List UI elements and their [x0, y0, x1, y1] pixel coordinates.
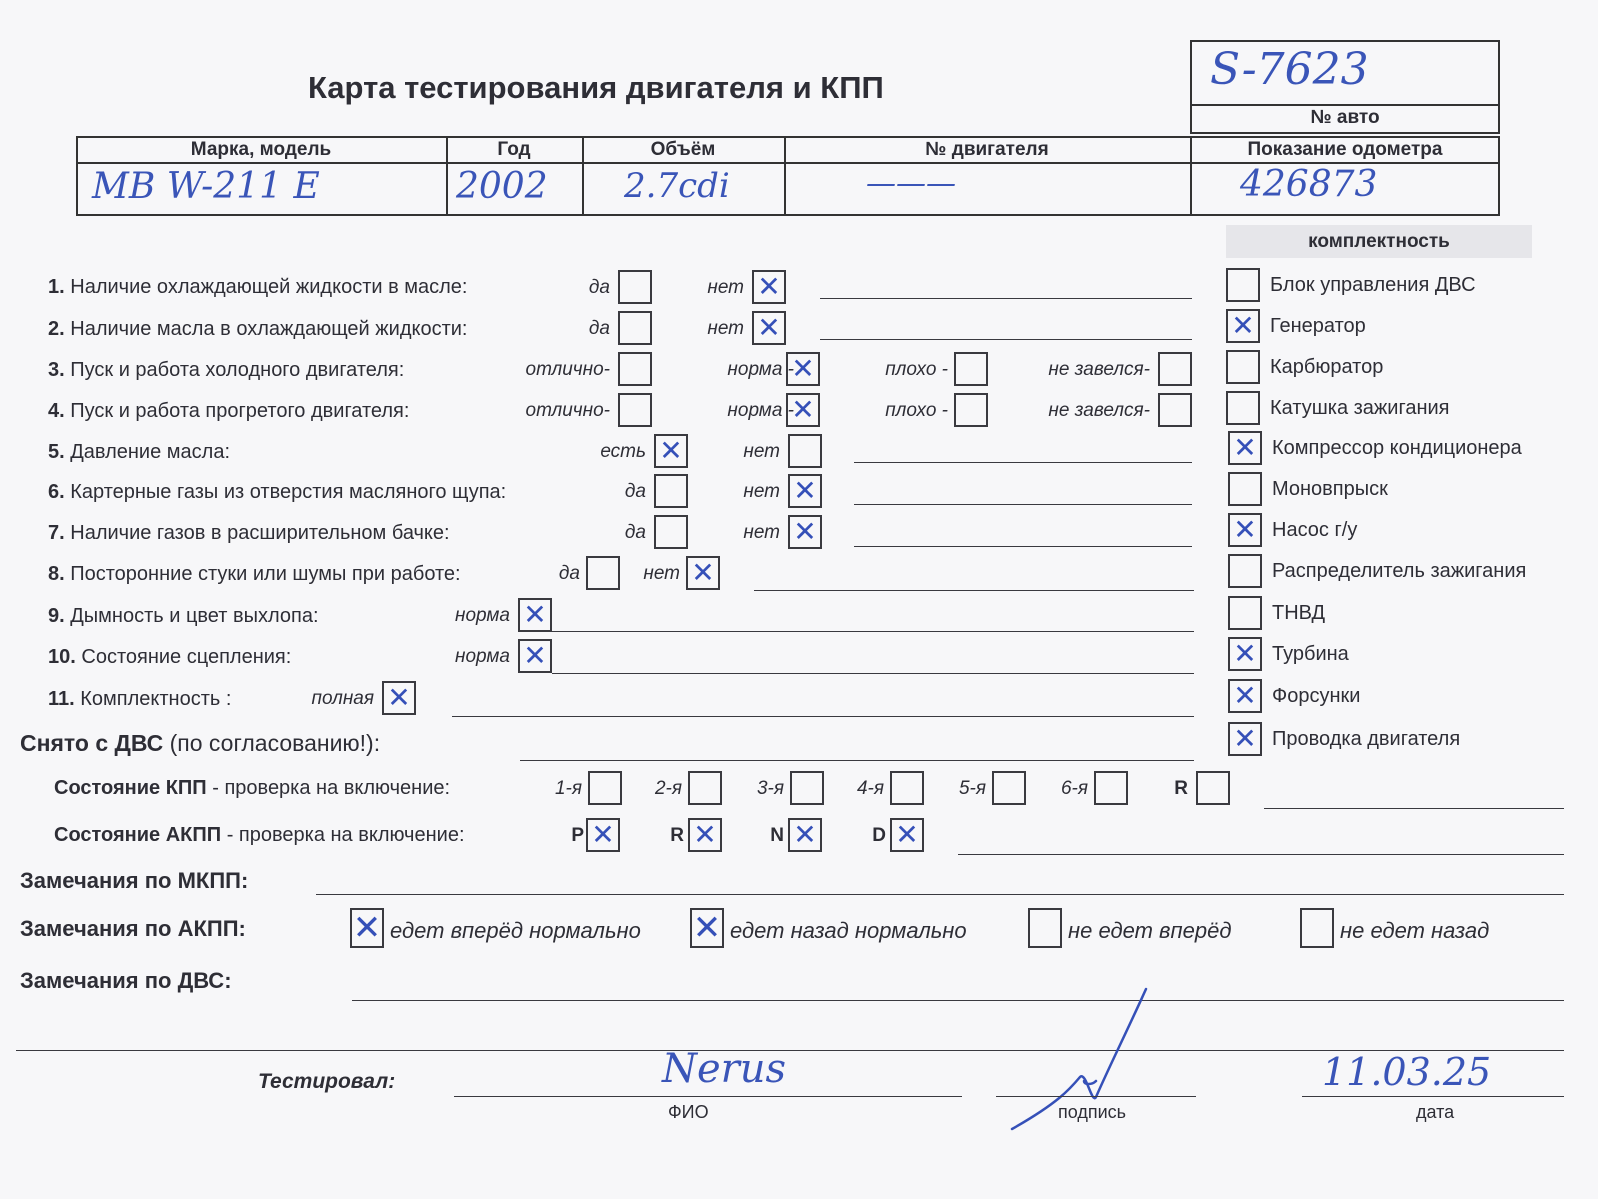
check-mark-icon [656, 517, 686, 547]
kompl-7-label: Распределитель зажигания [1272, 560, 1527, 582]
removed-label-suffix: (по согласованию!): [169, 730, 381, 756]
item-8-yes-checkbox[interactable] [586, 556, 620, 590]
removed-label-bold: Снято с ДВС [20, 730, 164, 756]
item-8-opt-yes: да [558, 563, 580, 584]
header-col-volume: Объём [650, 139, 716, 160]
item-10-opt-normal: норма [455, 646, 510, 667]
check-mark-icon: ✕ [757, 311, 781, 344]
check-mark-icon: ✕ [523, 598, 547, 631]
item-3-bad-checkbox[interactable] [954, 352, 988, 386]
value-year: 2002 [456, 166, 548, 207]
item-2-no-checkbox[interactable] [752, 311, 786, 345]
akpp-gear-p-checkbox[interactable] [586, 818, 620, 852]
kpp-gear-1-label: 1-я [554, 778, 582, 799]
item-5-line [854, 462, 1192, 463]
item-10-num: 10. [48, 646, 76, 668]
item-3-text: Пуск и работа холодного двигателя: [70, 359, 405, 381]
item-7-label [48, 522, 450, 545]
check-mark-icon [956, 395, 986, 425]
item-3-label [48, 359, 404, 382]
item-5-opt-no: нет [743, 441, 780, 462]
kompl-11-label: Проводка двигателя [1272, 728, 1461, 750]
check-mark-icon [1230, 556, 1260, 586]
item-1-label [48, 276, 468, 299]
item-4-num: 4. [48, 400, 65, 422]
item-8-line [754, 590, 1194, 591]
check-mark-icon [620, 272, 650, 302]
akpp-forward-ok-label: едет вперёд нормально [390, 918, 641, 943]
kompl-5-label: Моновпрыск [1272, 478, 1388, 500]
akpp-gear-d-checkbox[interactable] [890, 818, 924, 852]
item-7-text: Наличие газов в расширительном бачке: [70, 522, 450, 544]
kpp-gear-r-checkbox[interactable] [1196, 771, 1230, 805]
item-2-yes-checkbox[interactable] [618, 311, 652, 345]
kompl-8-label: ТНВД [1272, 602, 1326, 624]
item-11-num: 11. [48, 688, 75, 710]
kpp-label [54, 777, 450, 800]
check-mark-icon [1228, 393, 1258, 423]
item-9-text: Дымность и цвет выхлопа: [70, 605, 319, 627]
item-5-num: 5. [48, 441, 65, 463]
item-7-no-checkbox[interactable] [788, 515, 822, 549]
check-mark-icon: ✕ [659, 434, 683, 467]
check-mark-icon: ✕ [1233, 722, 1257, 755]
akpp-gear-r-label: R [670, 825, 684, 846]
removed-line [520, 760, 1194, 761]
item-3-normal-checkbox[interactable] [786, 352, 820, 386]
item-9-opt-normal: норма [455, 605, 510, 626]
akpp-back-ok-label: едет назад нормально [730, 918, 967, 943]
check-mark-icon: ✕ [523, 639, 547, 672]
item-1-line [820, 298, 1192, 299]
item-2-label [48, 318, 468, 341]
check-mark-icon [656, 476, 686, 506]
kpp-gear-2-checkbox[interactable] [688, 771, 722, 805]
kpp-gear-5-label: 5-я [958, 778, 986, 799]
kompl-0-checkbox[interactable] [1226, 268, 1260, 302]
sign-line [996, 1096, 1196, 1097]
kompl-4-label: Компрессор кондиционера [1272, 437, 1522, 459]
item-4-opt-excellent: отлично- [525, 400, 610, 421]
kompl-8-checkbox[interactable] [1228, 596, 1262, 630]
akpp-no-back-checkbox[interactable] [1300, 908, 1334, 948]
item-4-opt-normal: норма - [727, 400, 794, 421]
item-6-num: 6. [48, 481, 65, 503]
kompl-6-label: Насос г/у [1272, 519, 1358, 541]
akpp-forward-ok-checkbox[interactable] [350, 908, 384, 948]
item-9-label [48, 605, 319, 628]
kompl-0-label: Блок управления ДВС [1270, 274, 1476, 296]
item-9-normal-checkbox[interactable] [518, 598, 552, 632]
kompl-6-checkbox[interactable] [1228, 513, 1262, 547]
item-1-num: 1. [48, 276, 65, 298]
check-mark-icon [1230, 474, 1260, 504]
check-mark-icon: ✕ [757, 270, 781, 303]
item-2-opt-no: нет [707, 318, 744, 339]
item-2-text: Наличие масла в охлаждающей жидкости: [70, 318, 468, 340]
fio-label: ФИО [668, 1102, 709, 1122]
notes-akpp-label: Замечания по АКПП: [20, 916, 246, 941]
item-5-no-checkbox[interactable] [788, 434, 822, 468]
item-3-num: 3. [48, 359, 65, 381]
item-11-label [48, 688, 231, 711]
kpp-gear-3-checkbox[interactable] [790, 771, 824, 805]
kompl-3-label: Катушка зажигания [1270, 397, 1450, 419]
check-mark-icon: ✕ [793, 474, 817, 507]
page-title: Карта тестирования двигателя и КПП [308, 70, 884, 105]
auto-number-label: № авто [1310, 107, 1380, 128]
kpp-gear-6-checkbox[interactable] [1094, 771, 1128, 805]
value-brand: МВ W-211 E [92, 166, 320, 207]
check-mark-icon: ✕ [692, 908, 722, 948]
check-mark-icon [620, 354, 650, 384]
item-7-opt-yes: да [624, 522, 646, 543]
header-col-year: Год [497, 139, 531, 160]
check-mark-icon: ✕ [1233, 679, 1257, 712]
item-6-no-checkbox[interactable] [788, 474, 822, 508]
akpp-back-ok-checkbox[interactable] [690, 908, 724, 948]
item-1-no-checkbox[interactable] [752, 270, 786, 304]
item-9-num: 9. [48, 605, 65, 627]
check-mark-icon [1160, 354, 1190, 384]
item-3-excellent-checkbox[interactable] [618, 352, 652, 386]
item-4-opt-bad: плохо - [885, 400, 948, 421]
item-4-bad-checkbox[interactable] [954, 393, 988, 427]
item-7-yes-checkbox[interactable] [654, 515, 688, 549]
kpp-gear-6-label: 6-я [1060, 778, 1088, 799]
kpp-gear-4-label: 4-я [856, 778, 884, 799]
akpp-line [958, 854, 1564, 855]
kpp-label-bold: Состояние КПП [54, 777, 207, 799]
fio-line [454, 1096, 962, 1097]
check-mark-icon: ✕ [791, 352, 815, 385]
item-11-text: Комплектность : [80, 688, 232, 710]
kompl-4-checkbox[interactable] [1228, 431, 1262, 465]
value-volume: 2.7cdi [624, 166, 730, 206]
akpp-label-rest: - проверка на включение: [221, 824, 465, 846]
kompl-10-label: Форсунки [1272, 685, 1361, 707]
item-4-normal-checkbox[interactable] [786, 393, 820, 427]
check-mark-icon: ✕ [791, 393, 815, 426]
item-8-opt-no: нет [643, 563, 680, 584]
kpp-gear-4-checkbox[interactable] [890, 771, 924, 805]
item-11-opt-full: полная [311, 688, 374, 709]
item-4-excellent-checkbox[interactable] [618, 393, 652, 427]
check-mark-icon [1228, 270, 1258, 300]
check-mark-icon: ✕ [895, 818, 919, 851]
item-10-text: Состояние сцепления: [81, 646, 292, 668]
akpp-gear-d-label: D [872, 825, 886, 846]
check-mark-icon: ✕ [352, 908, 382, 948]
check-mark-icon: ✕ [1233, 431, 1257, 464]
check-mark-icon: ✕ [1233, 513, 1257, 546]
notes-dvs-line [352, 1000, 1564, 1001]
item-7-line [854, 546, 1192, 547]
kompl-9-label: Турбина [1272, 643, 1349, 665]
tested-label: Тестировал: [258, 1070, 396, 1093]
item-10-line [552, 673, 1194, 674]
check-mark-icon: ✕ [1231, 309, 1255, 342]
item-8-num: 8. [48, 563, 65, 585]
akpp-label [54, 824, 465, 847]
kpp-gear-1-checkbox[interactable] [588, 771, 622, 805]
akpp-label-bold: Состояние АКПП [54, 824, 222, 846]
kompl-1-label: Генератор [1270, 315, 1366, 337]
check-mark-icon: ✕ [591, 818, 615, 851]
kompl-1-checkbox[interactable] [1226, 309, 1260, 343]
notes-mkpp-label: Замечания по МКПП: [20, 868, 249, 893]
item-4-text: Пуск и работа прогретого двигателя: [70, 400, 410, 422]
check-mark-icon: ✕ [793, 515, 817, 548]
value-engine-no: ——— [866, 166, 956, 201]
item-8-label [48, 563, 461, 586]
item-3-nostart-checkbox[interactable] [1158, 352, 1192, 386]
kompl-11-checkbox[interactable] [1228, 722, 1262, 756]
item-11-full-checkbox[interactable] [382, 681, 416, 715]
item-6-opt-no: нет [743, 481, 780, 502]
check-mark-icon: ✕ [691, 556, 715, 589]
notes-dvs-label: Замечания по ДВС: [20, 968, 232, 993]
item-8-text: Посторонние стуки или шумы при работе: [70, 563, 461, 585]
kompl-9-checkbox[interactable] [1228, 637, 1262, 671]
auto-number-value: S-7623 [1210, 44, 1369, 95]
item-1-opt-yes: да [588, 277, 610, 298]
akpp-gear-n-checkbox[interactable] [788, 818, 822, 852]
item-1-opt-no: нет [707, 277, 744, 298]
akpp-gear-p-label: P [571, 825, 584, 846]
check-mark-icon [620, 395, 650, 425]
kpp-gear-r-label: R [1174, 778, 1188, 799]
item-1-yes-checkbox[interactable] [618, 270, 652, 304]
date-line [1302, 1096, 1564, 1097]
check-mark-icon [620, 313, 650, 343]
header-col-odometer: Показание одометра [1247, 139, 1443, 160]
check-mark-icon [1230, 598, 1260, 628]
check-mark-icon [1160, 395, 1190, 425]
item-3-opt-nostart: не завелся- [1048, 359, 1150, 380]
item-9-line [552, 631, 1194, 632]
removed-label [20, 730, 380, 757]
item-5-opt-yes: есть [600, 441, 646, 462]
item-6-text: Картерные газы из отверстия масляного щупа: [70, 481, 507, 503]
item-10-normal-checkbox[interactable] [518, 639, 552, 673]
item-2-line [820, 339, 1192, 340]
kpp-gear-2-label: 2-я [654, 778, 682, 799]
kompl-5-checkbox[interactable] [1228, 472, 1262, 506]
item-6-line [854, 504, 1192, 505]
akpp-gear-n-label: N [770, 825, 784, 846]
akpp-gear-r-checkbox[interactable] [688, 818, 722, 852]
item-4-opt-nostart: не завелся- [1048, 400, 1150, 421]
check-mark-icon [790, 436, 820, 466]
check-mark-icon: ✕ [387, 681, 411, 714]
item-1-text: Наличие охлаждающей жидкости в масле: [70, 276, 468, 298]
akpp-no-forward-checkbox[interactable] [1028, 908, 1062, 948]
item-3-opt-normal: норма - [727, 359, 794, 380]
kpp-line [1264, 808, 1564, 809]
check-mark-icon [1228, 352, 1258, 382]
item-7-num: 7. [48, 522, 65, 544]
item-5-yes-checkbox[interactable] [654, 434, 688, 468]
kompl-title: комплектность [1308, 231, 1450, 252]
item-10-label [48, 646, 291, 669]
item-3-opt-excellent: отлично- [525, 359, 610, 380]
date-label: дата [1416, 1102, 1455, 1122]
item-4-label [48, 400, 409, 423]
item-5-text: Давление масла: [70, 441, 230, 463]
header-col-engine-no: № двигателя [925, 139, 1049, 160]
item-2-opt-yes: да [588, 318, 610, 339]
value-odometer: 426873 [1240, 164, 1378, 205]
kompl-10-checkbox[interactable] [1228, 679, 1262, 713]
fio-value: Nerus [662, 1046, 787, 1092]
item-6-opt-yes: да [624, 481, 646, 502]
kompl-2-checkbox[interactable] [1226, 350, 1260, 384]
item-5-label [48, 441, 230, 464]
item-6-label [48, 481, 506, 504]
check-mark-icon: ✕ [1233, 637, 1257, 670]
item-8-no-checkbox[interactable] [686, 556, 720, 590]
date-value: 11.03.25 [1322, 1050, 1492, 1094]
sign-label: подпись [1058, 1102, 1127, 1122]
item-7-opt-no: нет [743, 522, 780, 543]
item-6-yes-checkbox[interactable] [654, 474, 688, 508]
item-4-nostart-checkbox[interactable] [1158, 393, 1192, 427]
kpp-gear-5-checkbox[interactable] [992, 771, 1026, 805]
kpp-label-rest: - проверка на включение: [206, 777, 451, 799]
kompl-3-checkbox[interactable] [1226, 391, 1260, 425]
header-col-brand: Марка, модель [190, 139, 332, 160]
check-mark-icon [588, 558, 618, 588]
kpp-gear-3-label: 3-я [756, 778, 784, 799]
item-2-num: 2. [48, 318, 65, 340]
kompl-2-label: Карбюратор [1270, 356, 1384, 378]
kompl-7-checkbox[interactable] [1228, 554, 1262, 588]
akpp-no-back-label: не едет назад [1340, 918, 1490, 943]
akpp-no-forward-label: не едет вперёд [1068, 918, 1232, 943]
check-mark-icon [956, 354, 986, 384]
check-mark-icon: ✕ [793, 818, 817, 851]
item-11-line [452, 716, 1194, 717]
check-mark-icon: ✕ [693, 818, 717, 851]
notes-mkpp-line [316, 894, 1564, 895]
item-3-opt-bad: плохо - [885, 359, 948, 380]
